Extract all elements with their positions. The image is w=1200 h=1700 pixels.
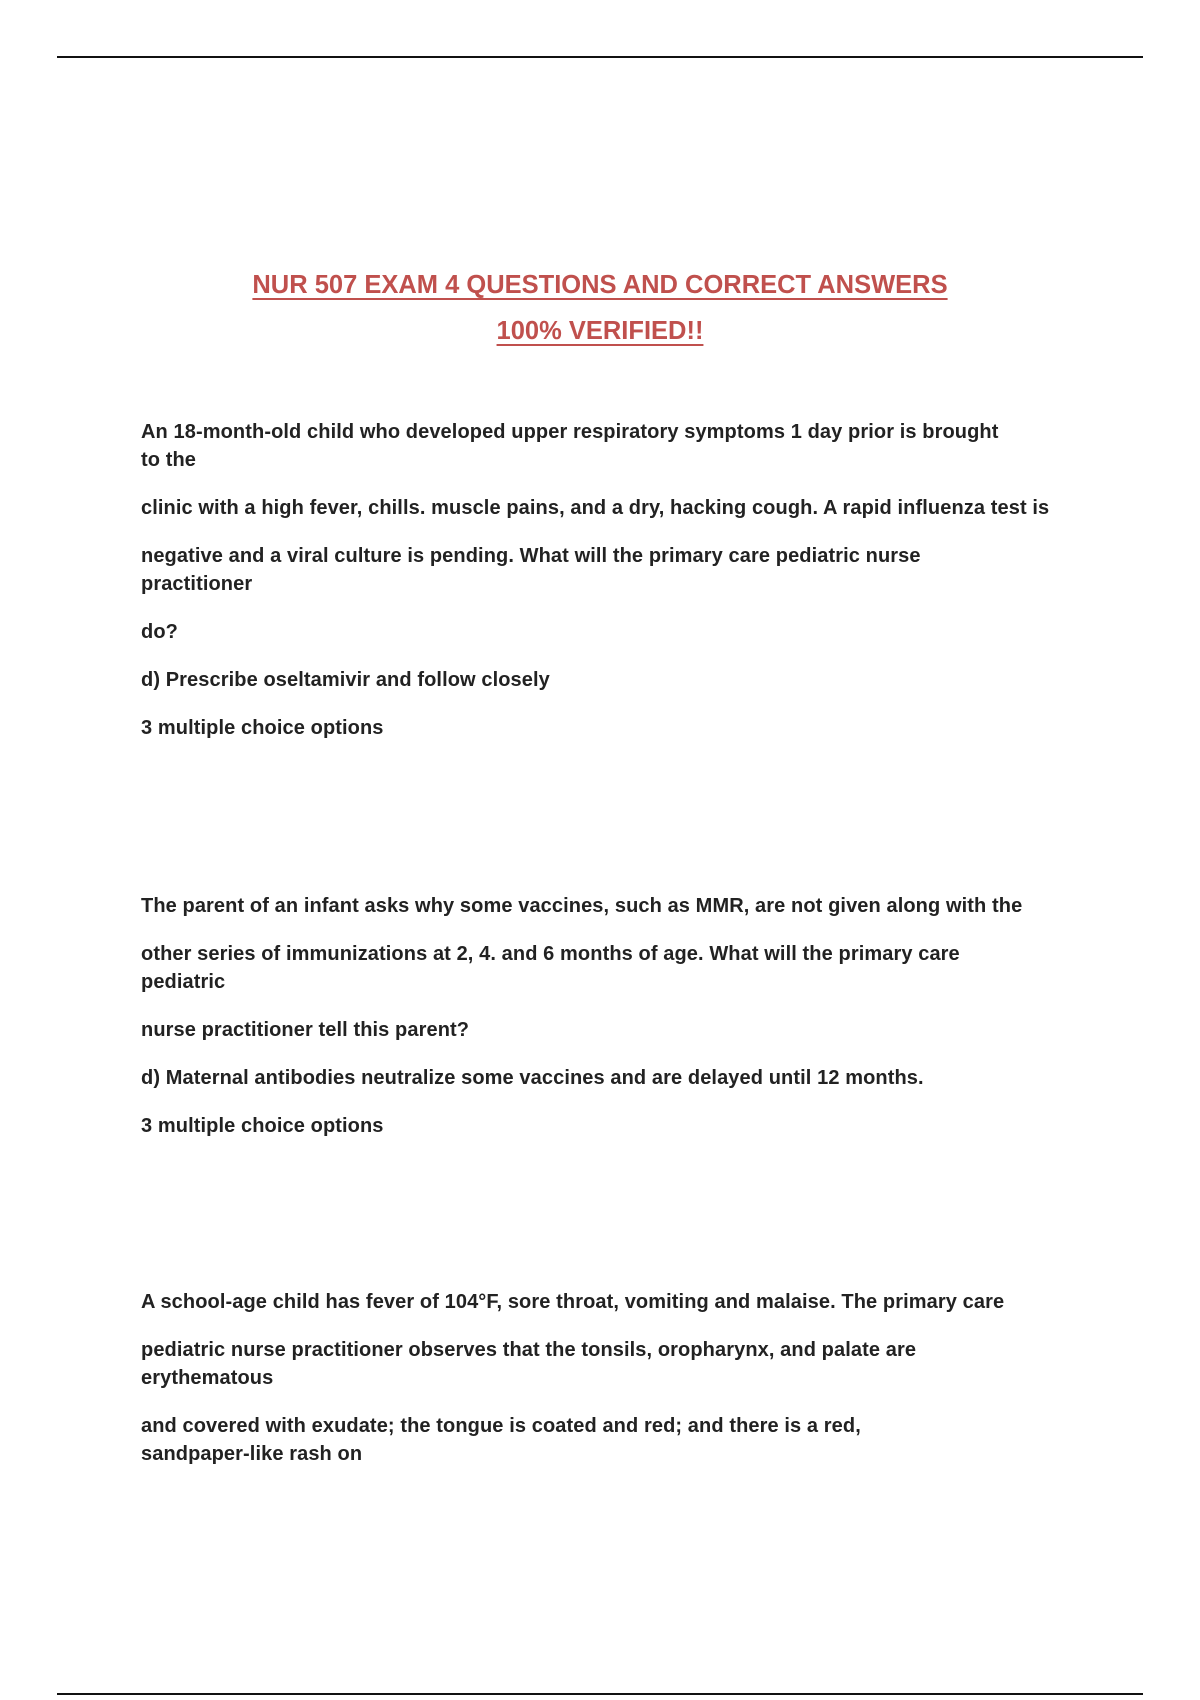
question-2-stem-line-3: nurse practitioner tell this parent?: [141, 1019, 470, 1041]
question-2-answer: d) Maternal antibodies neutralize some vaccines and are delayed until 12 months.: [141, 1067, 924, 1089]
question-1-stem-line-3: negative and a viral culture is pending. What will the primary care pediatric nurse practitioner: [141, 545, 921, 595]
question-1-answer: d) Prescribe oseltamivir and follow closely: [141, 669, 550, 691]
title-line-2: 100% VERIFIED!!: [496, 317, 704, 345]
question-1-stem-line-4: do?: [141, 621, 178, 643]
question-1-stem-line-2: clinic with a high fever, chills. muscle pains, and a dry, hacking cough. A rapid influenza test is: [141, 497, 1050, 519]
title-line-1: NUR 507 EXAM 4 QUESTIONS AND CORRECT ANSWERS: [252, 271, 948, 299]
question-1-options-note: 3 multiple choice options: [141, 717, 384, 739]
question-3-stem-line-2: pediatric nurse practitioner observes that the tonsils, oropharynx, and palate are erythematous: [141, 1339, 917, 1389]
bottom-rule: [57, 1693, 1143, 1695]
question-2-stem-line-2: other series of immunizations at 2, 4. and 6 months of age. What will the primary care pediatric: [141, 943, 960, 993]
question-2-stem-line-1: The parent of an infant asks why some vaccines, such as MMR, are not given along with the: [141, 895, 1023, 917]
question-2-options-note: 3 multiple choice options: [141, 1115, 384, 1137]
question-3-stem-line-1: A school-age child has fever of 104°F, sore throat, vomiting and malaise. The primary care: [141, 1291, 1005, 1313]
question-1: [141, 418, 1071, 762]
question-3: [141, 1288, 1071, 1488]
question-3-stem-line-3: and covered with exudate; the tongue is coated and red; and there is a red, sandpaper-like rash on: [141, 1415, 861, 1465]
document-title: [140, 262, 1060, 354]
top-rule: [57, 56, 1143, 58]
question-1-stem-line-1: An 18-month-old child who developed upper respiratory symptoms 1 day prior is brought to the: [141, 421, 999, 471]
question-2: [141, 892, 1071, 1160]
